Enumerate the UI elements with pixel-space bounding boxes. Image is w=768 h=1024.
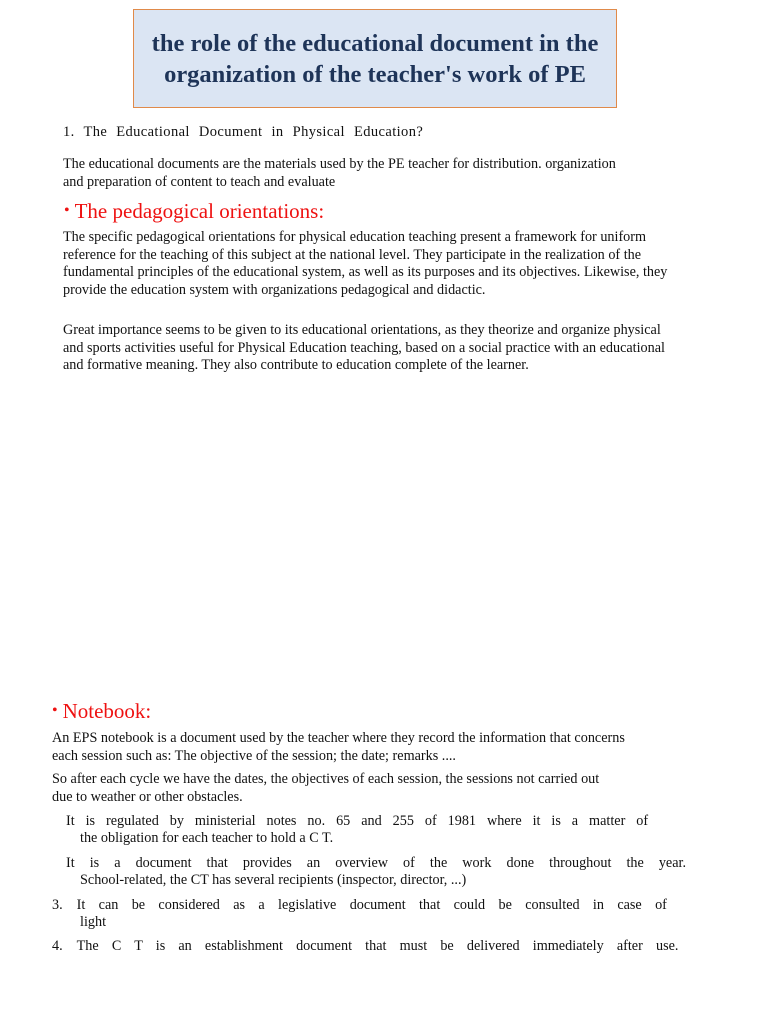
orientations-paragraph-2: Great importance seems to be given to its educational orientations, as they theorize and organize physical and sports activities useful for Physical Education teaching, based on a social practice with an educational and formative meaning. They also contribute to education complete of the learner.: [63, 322, 665, 373]
list-item: [52, 813, 766, 847]
intro-paragraph: The educational documents are the materials used by the PE teacher for distribution. organization and preparation of content to teach and evaluate: [63, 156, 616, 190]
list-item-text: It is regulated by ministerial notes no. 65 and 255 of 1981 where it is a matter of: [66, 813, 649, 829]
list-item-line-1: [52, 813, 766, 830]
list-item-line-1: [52, 938, 766, 955]
bullet-icon: •: [64, 202, 70, 219]
list-item-line-1: [52, 855, 766, 872]
title-box: [133, 9, 617, 108]
section-heading-orientations: [64, 198, 324, 227]
list-item: [52, 938, 766, 955]
section-heading-label: The pedagogical orientations:: [74, 199, 325, 223]
list-item-text: It is a document that provides an overview of the work done throughout the year.: [66, 855, 687, 871]
list-item-number: 3.: [52, 897, 63, 913]
list-item-number: 4.: [52, 938, 63, 954]
orientations-paragraph-1: The specific pedagogical orientations for physical education teaching present a framework for uniform reference for the teaching of this subject at the national level. They participate in the realization of the fundamental principles of the educational system, as well as its purposes and its objectives. Likewise, they provide the education system with organizations pedagogical and didactic.: [63, 229, 668, 298]
list-item: [52, 897, 766, 931]
page-title: the role of the educational document in the organization of the teacher's work of PE: [151, 29, 599, 88]
list-item-text: It can be considered as a legislative document that could be consulted in case of: [76, 897, 667, 913]
question-heading: 1. The Educational Document in Physical Education?: [63, 124, 424, 140]
section-heading-label: Notebook:: [62, 699, 152, 723]
list-item-text: The C T is an establishment document that must be delivered immediately after use.: [76, 938, 679, 954]
list-item-line-2: School-related, the CT has several recipients (inspector, director, ...): [80, 872, 467, 888]
list-item-line-2: the obligation for each teacher to hold a C T.: [80, 830, 334, 846]
notebook-paragraph-2: So after each cycle we have the dates, the objectives of each session, the sessions not carried out due to weather or other obstacles.: [52, 771, 600, 805]
list-item: [52, 855, 766, 889]
list-item-line-1: [52, 897, 766, 914]
notebook-paragraph-1: An EPS notebook is a document used by the teacher where they record the information that concerns each session such as: The objective of the session; the date; remarks ....: [52, 730, 625, 764]
bullet-icon: •: [52, 702, 58, 719]
section-heading-notebook: [52, 698, 151, 727]
list-item-line-2: light: [80, 914, 107, 930]
